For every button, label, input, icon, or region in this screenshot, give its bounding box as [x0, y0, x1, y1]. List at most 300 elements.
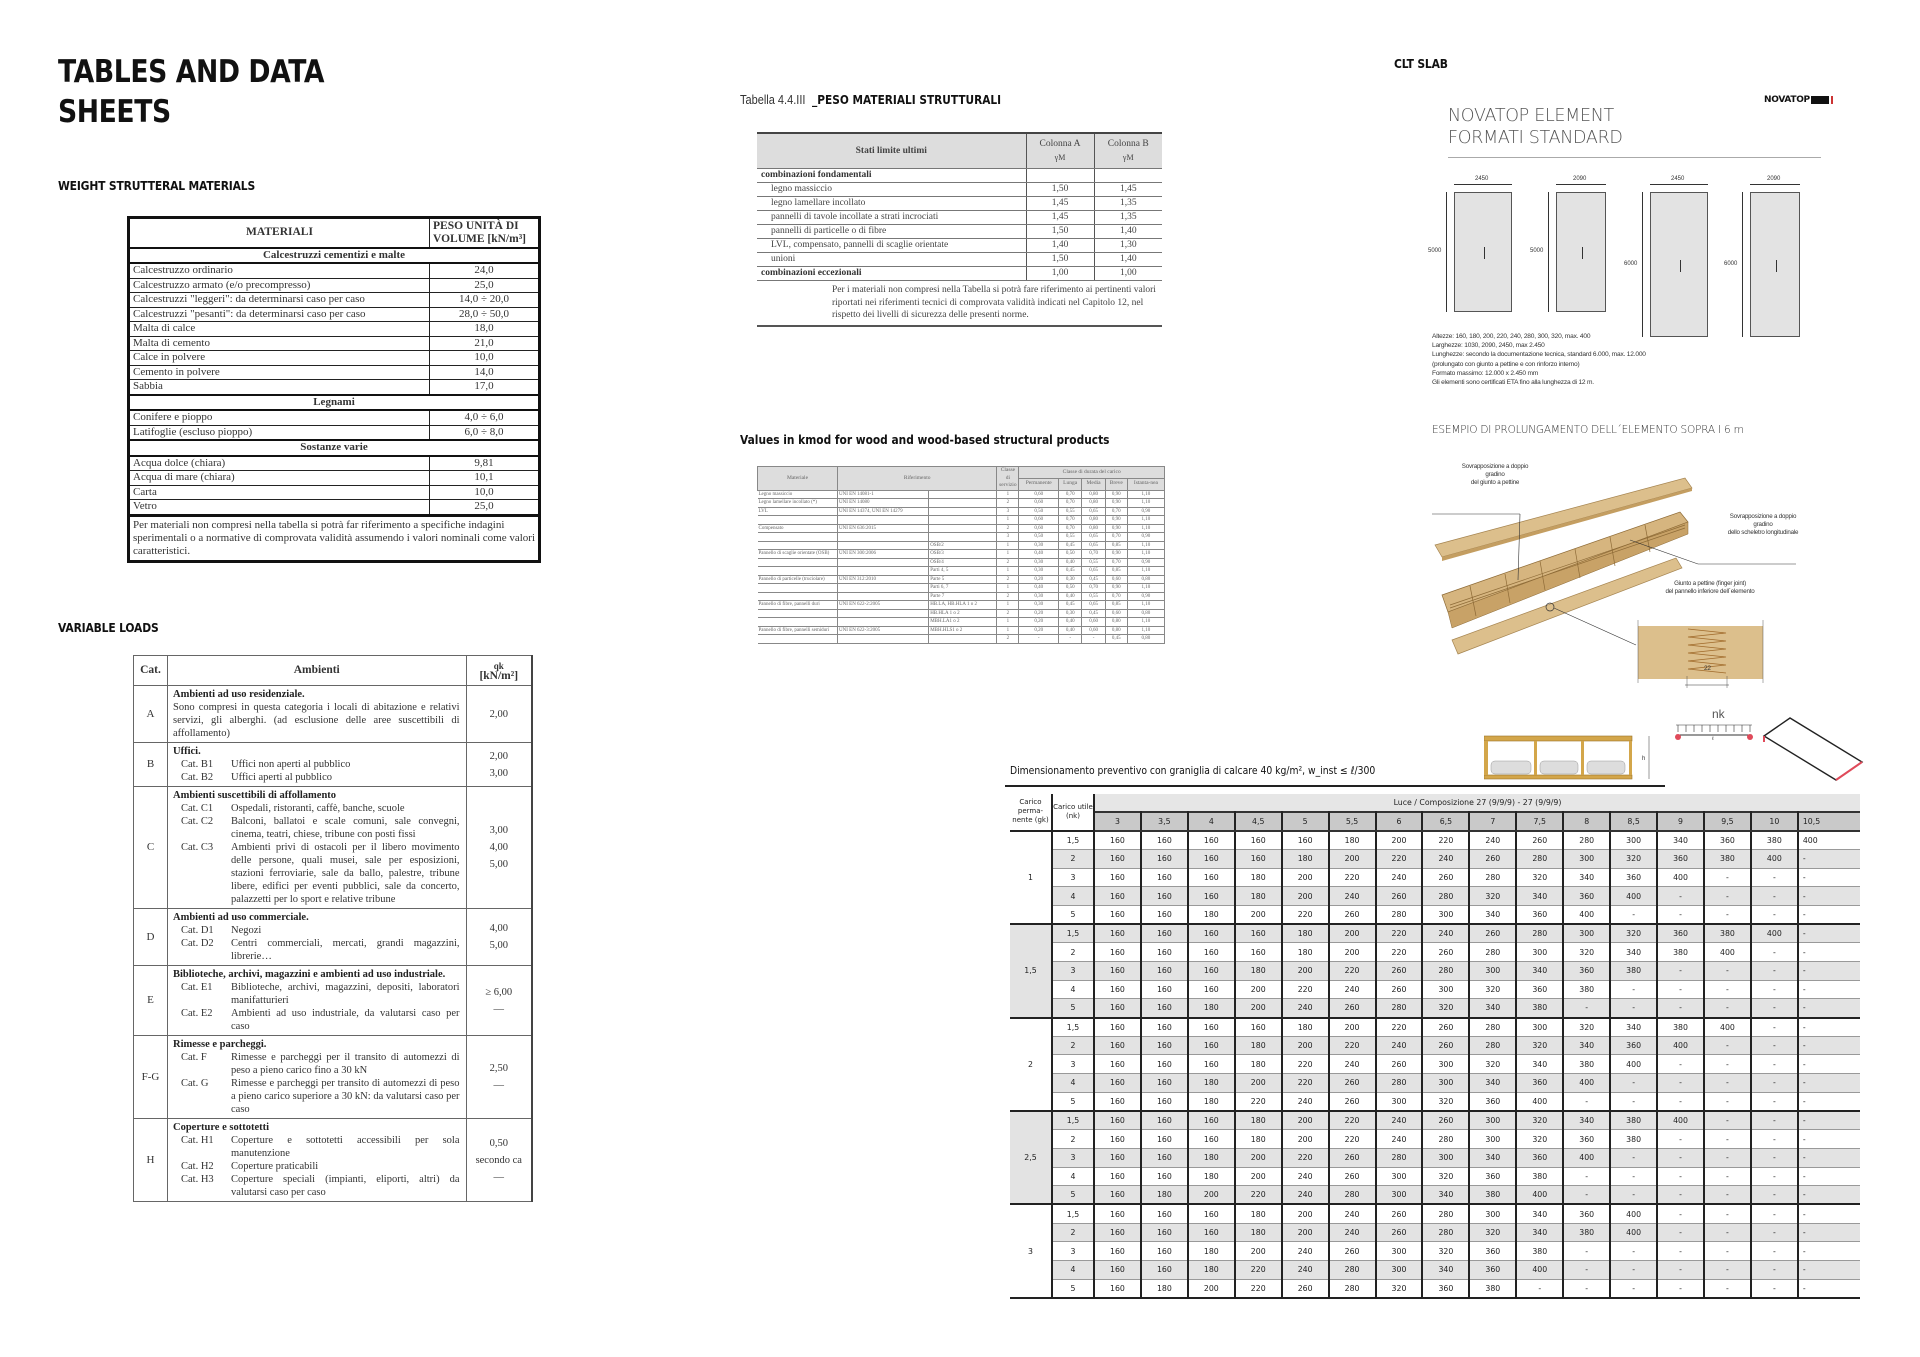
thickness-value: -	[1610, 1261, 1657, 1280]
subcategory-code: Cat. H3	[181, 1174, 214, 1185]
span-header: 4	[1188, 812, 1235, 831]
subcategory	[173, 1160, 460, 1173]
table-row	[1010, 1148, 1860, 1167]
environment-description	[168, 909, 467, 966]
clt-section-heading: CLT SLAB	[1394, 56, 1448, 71]
kmod-col-duration: Classe di durata del carico	[1019, 467, 1165, 479]
thickness-value: 180	[1235, 1055, 1282, 1074]
callout-line: dello scheletro longitudinale	[1727, 529, 1799, 536]
unit-weight: 28,0 ÷ 50,0	[430, 307, 540, 322]
table-row	[758, 592, 1165, 601]
panel-width: 2450	[1475, 176, 1489, 182]
thickness-value: -	[1751, 905, 1798, 924]
thickness-value: -	[1563, 1186, 1610, 1205]
kmod-value: 0,50	[1059, 584, 1082, 593]
standard-formats-diagram	[1430, 170, 1830, 340]
span-header: 9	[1657, 812, 1704, 831]
load-values	[466, 909, 532, 966]
thickness-value: 400	[1751, 849, 1798, 868]
thickness-value: -	[1610, 1074, 1657, 1093]
thickness-value: 240	[1329, 980, 1376, 999]
thickness-value: 400	[1610, 1204, 1657, 1223]
thickness-value: 180	[1235, 1111, 1282, 1130]
column-b-value	[1094, 169, 1162, 183]
thickness-value: -	[1704, 980, 1751, 999]
callout-line: Sovrapposizione a doppio	[1461, 463, 1529, 470]
thickness-value: 220	[1376, 849, 1423, 868]
kmod-value: 0,80	[1082, 524, 1105, 533]
grain-direction-icon	[1680, 260, 1681, 272]
thickness-value: 360	[1516, 1148, 1563, 1167]
table-row	[1010, 1018, 1860, 1037]
table-row	[1010, 1242, 1860, 1261]
kmod-service-class: 1	[997, 584, 1019, 593]
thickness-value: 220	[1376, 943, 1423, 962]
thickness-value: 300	[1376, 1092, 1423, 1111]
kmod-col-ref: Riferimento	[838, 467, 997, 491]
thickness-value: -	[1657, 1074, 1704, 1093]
table-row	[757, 267, 1162, 281]
thickness-value: 160	[1094, 1036, 1141, 1055]
thickness-value: 280	[1422, 887, 1469, 906]
material-name: Vetro	[129, 500, 430, 516]
kmod-reference	[838, 558, 929, 567]
thickness-value: 200	[1235, 980, 1282, 999]
thickness-value: 320	[1516, 1130, 1563, 1149]
unit-weight: 17,0	[430, 380, 540, 395]
table-row	[1010, 831, 1860, 850]
thickness-value: 160	[1094, 849, 1141, 868]
kmod-value: 0,85	[1105, 541, 1127, 550]
environment-description	[168, 966, 467, 1036]
thickness-value: 160	[1094, 1167, 1141, 1186]
thickness-value: 180	[1235, 962, 1282, 981]
column-b-value: 1,00	[1094, 267, 1162, 281]
thickness-value: 400	[1610, 1223, 1657, 1242]
environment-description	[168, 686, 467, 743]
thickness-value: -	[1610, 1167, 1657, 1186]
thickness-value: 200	[1235, 1242, 1282, 1261]
thickness-value: 400	[1704, 1018, 1751, 1037]
thickness-value: -	[1563, 1279, 1610, 1298]
clt-title-line-2: FORMATI STANDARD	[1448, 128, 1623, 148]
subcategory-code: Cat. F	[181, 1052, 207, 1063]
table-row	[758, 567, 1165, 576]
table-row	[758, 499, 1165, 508]
useful-load-value: 3	[1052, 1148, 1094, 1167]
thickness-value: 360	[1563, 887, 1610, 906]
thickness-value: -	[1704, 905, 1751, 924]
unit-weight: 9,81	[430, 456, 540, 471]
spec-line: Lunghezze: secondo la documentazione tecnica, standard 6.000, max. 12.000	[1432, 351, 1646, 359]
column-b-value: 1,35	[1094, 211, 1162, 225]
thickness-value: 380	[1657, 1018, 1704, 1037]
thickness-value: -	[1657, 1130, 1704, 1149]
kmod-reference: UNI EN 622-2:2005	[838, 601, 929, 610]
thickness-value: -	[1516, 1279, 1563, 1298]
kmod-value: 1,10	[1127, 550, 1164, 559]
table-row	[1010, 980, 1860, 999]
kmod-value: 0,70	[1105, 533, 1127, 542]
kmod-subtype	[929, 635, 997, 644]
table-row	[1010, 849, 1860, 868]
table-row	[757, 183, 1162, 197]
table-row	[757, 211, 1162, 225]
load-values	[466, 686, 532, 743]
kmod-value: 1,10	[1127, 490, 1164, 499]
load-values	[466, 787, 532, 909]
table-row	[758, 618, 1165, 627]
thickness-value: 160	[1141, 1167, 1188, 1186]
load-value: —	[493, 1080, 504, 1091]
thickness-value: 300	[1469, 1204, 1516, 1223]
thickness-value: 360	[1704, 831, 1751, 850]
thickness-value: 180	[1141, 1279, 1188, 1298]
kmod-subtype: MBH.LA1 o 2	[929, 618, 997, 627]
kmod-subtype: Parti 6, 7	[929, 584, 997, 593]
thickness-value: 280	[1376, 1148, 1423, 1167]
thickness-value: 380	[1563, 980, 1610, 999]
material-name: Latifoglie (escluso pioppo)	[129, 425, 430, 440]
subcategory-text: Uffici non aperti al pubblico	[231, 759, 351, 770]
table-row	[1010, 1092, 1860, 1111]
table-row	[757, 225, 1162, 239]
thickness-value: 180	[1235, 1130, 1282, 1149]
thickness-value: 160	[1188, 1130, 1235, 1149]
grain-direction-icon	[1484, 247, 1485, 259]
thickness-value: 280	[1329, 1186, 1376, 1205]
thickness-value: -	[1798, 1111, 1860, 1130]
thickness-value: 160	[1188, 1018, 1235, 1037]
thickness-value: 240	[1282, 1092, 1329, 1111]
unit-weight: 21,0	[430, 336, 540, 351]
qk-symbol: qk	[493, 660, 504, 671]
kmod-reference	[838, 609, 929, 618]
kmod-service-class: 1	[997, 618, 1019, 627]
kmod-reference	[838, 592, 929, 601]
material-name: Conifere e pioppo	[129, 410, 430, 425]
thickness-value: 200	[1282, 868, 1329, 887]
thickness-value: 300	[1516, 1018, 1563, 1037]
useful-load-value: 5	[1052, 1279, 1094, 1298]
table-row	[758, 626, 1165, 635]
subcategory-text: Uffici aperti al pubblico	[231, 772, 332, 783]
callout-skeleton-overlap	[1708, 513, 1818, 537]
thickness-value: 160	[1141, 999, 1188, 1018]
subcategory-text: Ospedali, ristoranti, caffè, banche, scuole	[231, 803, 405, 814]
load-value: ≥ 6,00	[485, 986, 513, 998]
callout-finger-joint	[1640, 580, 1780, 596]
thickness-value: -	[1798, 1130, 1860, 1149]
unit-weight: 10,1	[430, 471, 540, 486]
thickness-value: 360	[1469, 1167, 1516, 1186]
useful-load-value: 1,5	[1052, 1111, 1094, 1130]
thickness-value: 360	[1422, 1279, 1469, 1298]
distributed-load-arrows	[1676, 725, 1752, 732]
environment-description	[168, 787, 467, 909]
kmod-value: 0,55	[1082, 558, 1105, 567]
thickness-value: -	[1798, 868, 1860, 887]
thickness-value: -	[1610, 980, 1657, 999]
kmod-subtype	[929, 490, 997, 499]
thickness-value: 360	[1610, 868, 1657, 887]
thickness-value: 160	[1188, 868, 1235, 887]
thickness-value: 400	[1657, 1036, 1704, 1055]
kmod-material	[758, 635, 838, 644]
table-row	[758, 516, 1165, 525]
table-row	[1010, 1279, 1860, 1298]
limit-state-label: LVL, compensato, pannelli di scaglie orientate	[757, 239, 1026, 253]
peso-heading-prefix: Tabella 4.4.III	[740, 93, 806, 107]
thickness-value: -	[1657, 1092, 1704, 1111]
thickness-value: 260	[1516, 831, 1563, 850]
kmod-table	[757, 466, 1165, 644]
kmod-value: 0,70	[1082, 584, 1105, 593]
thickness-value: -	[1798, 887, 1860, 906]
material-name: Calce in polvere	[129, 351, 430, 366]
kmod-service-class: 2	[997, 558, 1019, 567]
thickness-value: 340	[1516, 962, 1563, 981]
thickness-value: 280	[1422, 962, 1469, 981]
kmod-reference: UNI EN 622-3:2005	[838, 626, 929, 635]
width-arrow	[1650, 184, 1708, 185]
thickness-value: 200	[1188, 1186, 1235, 1205]
thickness-value: -	[1563, 1261, 1610, 1280]
thickness-value: 260	[1376, 887, 1423, 906]
spec-line: Altezze: 160, 180, 200, 220, 240, 280, 300, 320, max. 400	[1432, 333, 1591, 340]
thickness-value: 240	[1282, 1261, 1329, 1280]
useful-load-value: 2	[1052, 1223, 1094, 1242]
thickness-value: 160	[1141, 943, 1188, 962]
thickness-value: 380	[1563, 1223, 1610, 1242]
thickness-value: 200	[1282, 962, 1329, 981]
thickness-value: -	[1704, 1167, 1751, 1186]
thickness-value: -	[1751, 980, 1798, 999]
thickness-value: 300	[1469, 962, 1516, 981]
kmod-value: 0,65	[1082, 567, 1105, 576]
material-name: Sabbia	[129, 380, 430, 395]
kmod-reference: UNI EN 636:2015	[838, 524, 929, 533]
thickness-value: 160	[1188, 1055, 1235, 1074]
col-header-cat: Cat.	[134, 656, 168, 686]
thickness-value: 380	[1563, 1055, 1610, 1074]
peso-section-heading	[740, 93, 1001, 107]
thickness-value: -	[1657, 1204, 1704, 1223]
thickness-value: 160	[1094, 1279, 1141, 1298]
thickness-value: 160	[1235, 831, 1282, 850]
thickness-value: 340	[1610, 943, 1657, 962]
thickness-value: 340	[1657, 831, 1704, 850]
kmod-value: 1,10	[1127, 516, 1164, 525]
thickness-value: 300	[1422, 980, 1469, 999]
environment-description	[168, 743, 467, 787]
load-value: 4,00	[489, 923, 508, 934]
thickness-value: 320	[1563, 1018, 1610, 1037]
callout-line: Sovrapposizione a doppio	[1729, 513, 1797, 520]
thickness-value: 360	[1657, 924, 1704, 943]
thickness-value: 380	[1516, 1242, 1563, 1261]
thickness-value: -	[1751, 999, 1798, 1018]
table-row	[758, 601, 1165, 610]
thickness-value: 340	[1469, 1148, 1516, 1167]
kmod-value: 0,30	[1019, 541, 1059, 550]
thickness-value: 180	[1188, 1148, 1235, 1167]
kmod-value: 0,90	[1105, 499, 1127, 508]
kmod-value: 0,65	[1082, 601, 1105, 610]
panel-shape	[1750, 192, 1800, 337]
load-value: 5,00	[489, 859, 508, 870]
thickness-value: 380	[1516, 1167, 1563, 1186]
thickness-value: -	[1657, 1148, 1704, 1167]
thickness-value: 400	[1610, 1055, 1657, 1074]
thickness-value: 260	[1376, 1055, 1423, 1074]
thickness-value: -	[1657, 1261, 1704, 1280]
thickness-value: 160	[1141, 1242, 1188, 1261]
col-a-symbol: γM	[1054, 153, 1066, 162]
kmod-subtype: Parte 7	[929, 592, 997, 601]
thickness-value: 160	[1141, 831, 1188, 850]
thickness-value: -	[1610, 1186, 1657, 1205]
thickness-value: 340	[1563, 1036, 1610, 1055]
thickness-value: 180	[1188, 1261, 1235, 1280]
table-row	[1010, 905, 1860, 924]
callout-finger-joint-overlap	[1445, 463, 1545, 487]
kmod-value: 0,40	[1059, 558, 1082, 567]
thickness-value: 180	[1282, 1018, 1329, 1037]
thickness-value: -	[1798, 1167, 1860, 1186]
load-values	[466, 743, 532, 787]
thickness-value: 200	[1282, 1111, 1329, 1130]
thickness-value: 360	[1563, 1130, 1610, 1149]
thickness-value: 320	[1516, 1111, 1563, 1130]
thickness-value: 200	[1282, 887, 1329, 906]
table-row	[1010, 1204, 1860, 1223]
table-row	[758, 584, 1165, 593]
kmod-value: 1,10	[1127, 567, 1164, 576]
thickness-value: 160	[1094, 924, 1141, 943]
column-a-value: 1,50	[1026, 183, 1094, 197]
thickness-value: 400	[1704, 943, 1751, 962]
thickness-value: 300	[1516, 943, 1563, 962]
kmod-material	[758, 584, 838, 593]
kmod-value: 1,10	[1127, 601, 1164, 610]
span-header: 9,5	[1704, 812, 1751, 831]
thickness-value: 240	[1376, 1111, 1423, 1130]
category-title: Rimesse e parcheggi.	[173, 1039, 267, 1050]
subcategory	[173, 771, 460, 784]
callout-line: gradino	[1753, 521, 1773, 528]
thickness-value: 220	[1282, 980, 1329, 999]
thickness-value: -	[1563, 999, 1610, 1018]
thickness-value: 220	[1329, 962, 1376, 981]
material-name: Malta di cemento	[129, 336, 430, 351]
kmod-value: 0,20	[1019, 626, 1059, 635]
kmod-value: 0,60	[1019, 524, 1059, 533]
table-row	[1010, 1130, 1860, 1149]
joint-dimension: 22	[1704, 665, 1711, 672]
subcategory	[173, 802, 460, 815]
thickness-value: 220	[1376, 1018, 1423, 1037]
thickness-value: -	[1798, 1074, 1860, 1093]
table-row	[758, 533, 1165, 542]
kmod-service-class: 1	[997, 567, 1019, 576]
unit-weight: 25,0	[430, 278, 540, 293]
kmod-value: 0,50	[1019, 507, 1059, 516]
kmod-material	[758, 558, 838, 567]
thickness-value: 240	[1282, 1242, 1329, 1261]
subcategory	[173, 1007, 460, 1033]
kmod-service-class: 1	[997, 490, 1019, 499]
kmod-subtype: MBH.HLS1 o 2	[929, 626, 997, 635]
thickness-value: 160	[1235, 1018, 1282, 1037]
thickness-value: 280	[1469, 943, 1516, 962]
thickness-value: 300	[1376, 1167, 1423, 1186]
thickness-value: 380	[1516, 999, 1563, 1018]
thickness-value: 200	[1235, 999, 1282, 1018]
thickness-value: -	[1704, 1242, 1751, 1261]
kmod-value: 0,60	[1105, 575, 1127, 584]
thickness-value: -	[1751, 1204, 1798, 1223]
table-row	[129, 278, 540, 293]
thickness-value: 200	[1329, 849, 1376, 868]
thickness-value: 320	[1516, 1036, 1563, 1055]
kmod-value: 1,10	[1127, 584, 1164, 593]
table-row	[758, 635, 1165, 644]
useful-load-value: 5	[1052, 999, 1094, 1018]
callout-line: del giunto a pettine	[1470, 479, 1520, 486]
kmod-value: 0,70	[1082, 550, 1105, 559]
thickness-value: 160	[1188, 1204, 1235, 1223]
thickness-value: 160	[1094, 1130, 1141, 1149]
col-header-material: MATERIALI	[129, 218, 430, 248]
thickness-value: 320	[1469, 1223, 1516, 1242]
load-value: 2,50	[489, 1063, 508, 1074]
useful-load-value: 1,5	[1052, 1204, 1094, 1223]
grain-direction-icon	[1582, 247, 1583, 259]
thickness-value: 360	[1563, 1204, 1610, 1223]
kmod-value: 0,70	[1105, 507, 1127, 516]
table-row	[134, 743, 533, 787]
thickness-value: 240	[1282, 1167, 1329, 1186]
thickness-value: 160	[1094, 1242, 1141, 1261]
thickness-value: -	[1751, 1111, 1798, 1130]
useful-load-value: 3	[1052, 868, 1094, 887]
useful-load-value: 5	[1052, 1092, 1094, 1111]
subcategory-text: Ambienti privi di ostacoli per il libero movimento delle persone, quali musei, sale per esposizioni, stazioni ferroviarie, sale da ballo, palestre, tribune libere, edifici per eventi pubblici, sale da concerto, palazzetti per lo sport e relative tribune	[231, 842, 460, 905]
thickness-value: 400	[1751, 924, 1798, 943]
clt-title-line-1: NOVATOP ELEMENT	[1448, 106, 1614, 126]
thickness-value: 340	[1563, 1111, 1610, 1130]
kmod-value: 0,60	[1082, 626, 1105, 635]
title-underline	[1005, 785, 1665, 787]
kmod-subtype: Parti 4, 5	[929, 567, 997, 576]
thickness-value: 400	[1657, 1111, 1704, 1130]
thickness-value: 260	[1376, 1223, 1423, 1242]
callout-line: gradino	[1485, 471, 1505, 478]
kmod-value: 0,65	[1082, 507, 1105, 516]
kmod-value: 0,90	[1127, 507, 1164, 516]
thickness-value: 200	[1235, 1167, 1282, 1186]
thickness-value: 400	[1516, 1261, 1563, 1280]
table-row	[758, 609, 1165, 618]
load-symbol: nk	[1712, 707, 1725, 721]
table-row	[129, 500, 540, 516]
kmod-subtype: OSB/4	[929, 558, 997, 567]
thickness-value: 380	[1469, 1186, 1516, 1205]
thickness-value: 260	[1329, 1242, 1376, 1261]
thickness-value: 160	[1188, 962, 1235, 981]
thickness-value: -	[1657, 905, 1704, 924]
